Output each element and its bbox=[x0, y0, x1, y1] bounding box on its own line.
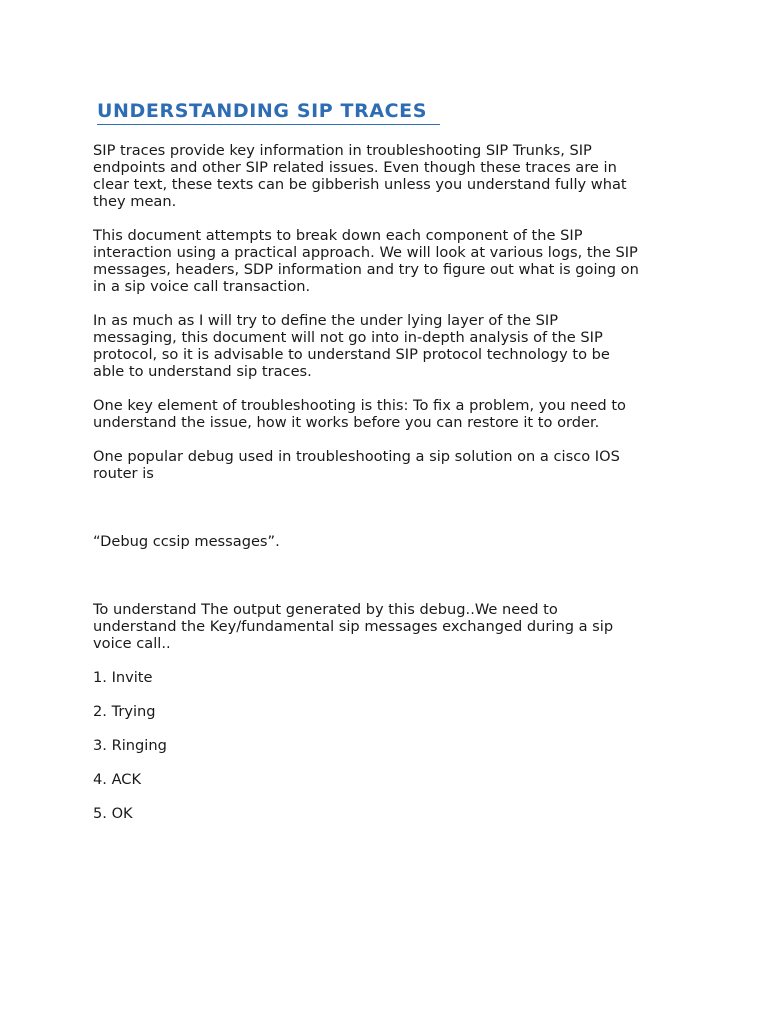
list-item: 4. ACK bbox=[93, 771, 142, 788]
text-line: able to understand sip traces. bbox=[93, 363, 312, 380]
list-item: 5. OK bbox=[93, 805, 133, 822]
paragraph-intro bbox=[93, 142, 693, 210]
list-item: 1. Invite bbox=[93, 669, 153, 686]
paragraph-approach bbox=[93, 227, 693, 295]
text-line: “Debug ccsip messages”. bbox=[93, 533, 280, 550]
document-title: UNDERSTANDING SIP TRACES bbox=[97, 100, 428, 122]
text-line: interaction using a practical approach. We will look at various logs, the SIP bbox=[93, 244, 638, 261]
text-line: they mean. bbox=[93, 193, 177, 210]
list-item: 3. Ringing bbox=[93, 737, 167, 754]
text-line: To understand The output generated by this debug..We need to bbox=[93, 601, 558, 618]
text-line: clear text, these texts can be gibberish unless you understand fully what bbox=[93, 176, 627, 193]
text-line: This document attempts to break down each component of the SIP bbox=[93, 227, 583, 244]
text-line: voice call.. bbox=[93, 635, 171, 652]
paragraph-scope bbox=[93, 312, 693, 380]
text-line: in a sip voice call transaction. bbox=[93, 278, 311, 295]
paragraph-key-element bbox=[93, 397, 693, 431]
text-line: One popular debug used in troubleshooting a sip solution on a cisco IOS bbox=[93, 448, 620, 465]
paragraph-output bbox=[93, 601, 693, 652]
text-line: messages, headers, SDP information and try to figure out what is going on bbox=[93, 261, 639, 278]
paragraph-debug-intro bbox=[93, 448, 693, 482]
document-body bbox=[93, 142, 693, 822]
text-line: router is bbox=[93, 465, 154, 482]
text-line: endpoints and other SIP related issues. Even though these traces are in bbox=[93, 159, 617, 176]
list-item: 2. Trying bbox=[93, 703, 156, 720]
text-line: In as much as I will try to define the under lying layer of the SIP bbox=[93, 312, 558, 329]
text-line: protocol, so it is advisable to understand SIP protocol technology to be bbox=[93, 346, 610, 363]
text-line: messaging, this document will not go into in-depth analysis of the SIP bbox=[93, 329, 603, 346]
text-line: understand the issue, how it works before you can restore it to order. bbox=[93, 414, 600, 431]
text-line: understand the Key/fundamental sip messages exchanged during a sip bbox=[93, 618, 614, 635]
title-underline bbox=[97, 124, 440, 125]
paragraph-debug-command bbox=[93, 533, 693, 550]
text-line: One key element of troubleshooting is this: To fix a problem, you need to bbox=[93, 397, 626, 414]
text-line: SIP traces provide key information in troubleshooting SIP Trunks, SIP bbox=[93, 142, 592, 159]
